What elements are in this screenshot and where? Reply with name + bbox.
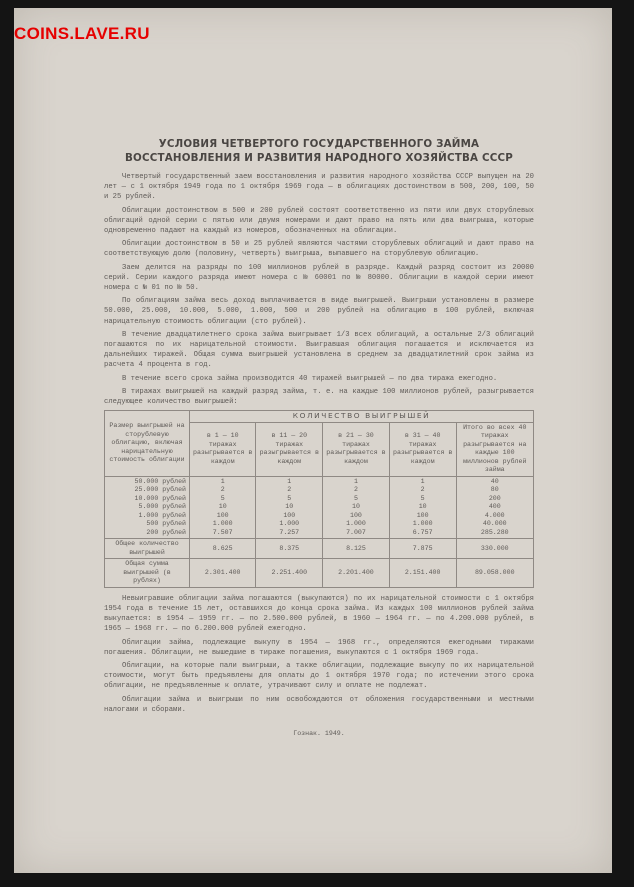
table-row-total-sum: [105, 559, 534, 588]
title-line-2: ВОССТАНОВЛЕНИЯ И РАЗВИТИЯ НАРОДНОГО ХОЗЯЙСТВА СССР: [125, 151, 513, 164]
paragraph: Облигации займа, подлежащие выкупу в 1954 — 1968 гг., определяются ежегодными тиражами погашения. Облигации, не вышедшие в тираже погашения, выкупаются с 1 октября 1969 года.: [104, 638, 534, 657]
table-cell: 7.875: [389, 539, 456, 559]
table-row: [105, 476, 534, 539]
table-cell: 8.625: [190, 539, 256, 559]
total-sum-label: Общая сумма выигрышей (в рублях): [105, 559, 190, 588]
total-count-label: Общее количество выигрышей: [105, 539, 190, 559]
table-cell: 2.301.400: [190, 559, 256, 588]
paragraph: В тиражах выигрышей на каждый разряд займа, т. е. на каждые 100 миллионов рублей, разыгрывается следующее количество выигрышей:: [104, 387, 534, 407]
paragraph: Облигации, на которые пали выигрыши, а также облигации, подлежащие выкупу по их нарицательной стоимости, могут быть предъявлены для оплаты до 1 октября 1970 года; по истечении этого срока облигации, не предъявленные к оплате, утрачивают силу и оплате не подлежат.: [104, 661, 534, 691]
document-body: [104, 138, 534, 739]
paragraph: Облигации займа и выигрыши по ним освобождаются от обложения государственными и местными налогами и сборами.: [104, 695, 534, 714]
paragraph: В течение всего срока займа производится 40 тиражей выигрышей — по два тиража ежегодно.: [122, 374, 498, 383]
table-cell: 1 2 5 10 100 1.000 7.257: [256, 476, 323, 539]
prize-table: [104, 410, 534, 588]
column-group-header: КОЛИЧЕСТВО ВЫИГРЫШЕЙ: [190, 411, 534, 423]
paragraph: В течение двадцатилетнего срока займа выигрывает 1/3 всех облигаций, а остальные 2/3 облигаций погашаются по их нарицательной стоимости. Выигравшая облигация погашается и исключается из дальнейших тиражей. Общая сумма выигрышей установлена в среднем за двадцатилетний срок займа из расчета 4 процента в год.: [104, 330, 534, 370]
table-row-total-count: [105, 539, 534, 559]
column-header-draws-1-10: в 1 — 10 тиражах разыгрывается в каждом: [190, 422, 256, 476]
paragraph: По облигациям займа весь доход выплачивается в виде выигрышей. Выигрыши установлены в размере 50.000, 25.000, 10.000, 5.000, 1.000, 500 и 200 рублей на облигацию в 100 рублей, включая нарицательную стоимость облигации (сто рублей).: [104, 297, 534, 326]
prize-amounts-cell: 50.000 рублей 25.000 рублей 10.000 рублей 5.000 рублей 1.000 рублей 500 рублей 200 рублей: [105, 476, 190, 539]
site-watermark: COINS.LAVE.RU: [14, 24, 150, 43]
paragraph: Облигации достоинством в 50 и 25 рублей являются частями сторублевых облигаций и дают право на соответствующую долю (половину, четверть) выигрыша, выпавшего на сторублевую облигацию.: [104, 240, 534, 259]
table-cell: 2.201.400: [323, 559, 390, 588]
table-cell: 1 2 5 10 100 1.000 7.007: [323, 476, 390, 539]
paragraph: Невыигравшие облигации займа погашаются (выкупаются) по их нарицательной стоимости с 1 октября 1954 года в течение 15 лет, оставшихся до конца срока займа. Из каждых 100 миллионов рублей займа выкупается: в 1954 — 1959 гг. — по 2.500.000 рублей, в 1960 — 1964 гг. — по 4.200.000 рублей, в 1965 — 1968 гг. — по 6.200.000 рублей ежегодно.: [104, 594, 534, 634]
column-header-prize-size: Размер выигрышей на сторублевую облигацию, включая нарицательную стоимость облигации: [105, 411, 190, 477]
table-cell: 89.058.000: [456, 559, 533, 588]
column-header-draws-11-20: в 11 — 20 тиражах разыгрывается в каждом: [256, 422, 323, 476]
table-header-row: [105, 411, 534, 423]
title-line-1: УСЛОВИЯ ЧЕТВЕРТОГО ГОСУДАРСТВЕННОГО ЗАЙМА: [158, 138, 480, 150]
table-cell: 8.375: [256, 539, 323, 559]
table-cell: 1 2 5 10 100 1.000 7.507: [190, 476, 256, 539]
table-cell: 1 2 5 10 100 1.000 6.757: [389, 476, 456, 539]
column-header-draws-31-40: в 31 — 40 тиражах разыгрывается в каждом: [389, 422, 456, 476]
column-header-total: Итого во всех 40 тиражах разыгрывается на каждые 100 миллионов рублей займа: [456, 422, 533, 476]
document-title: [104, 138, 534, 165]
paragraph: Заем делится на разряды по 100 миллионов рублей в разряде. Каждый разряд состоит из 20000 серий. Серии каждого разряда имеют номера с № 60001 по № 80000. Облигации в каждой серии имеют номера с № 01 по № 50.: [104, 263, 534, 293]
table-cell: 2.251.400: [256, 559, 323, 588]
table-cell: 330.000: [456, 539, 533, 559]
table-cell: 2.151.400: [389, 559, 456, 588]
printer-imprint: Гознак. 1949.: [293, 730, 345, 737]
table-cell: 40 80 200 400 4.000 40.000 285.280: [456, 476, 533, 539]
column-header-draws-21-30: в 21 — 30 тиражах разыгрывается в каждом: [323, 422, 390, 476]
paragraph: Четвертый государственный заем восстановления и развития народного хозяйства СССР выпущен на 20 лет — с 1 октября 1949 года по 1 октября 1969 года — в облигациях достоинством в 500, 200, 100, 50 и 25 рублей.: [104, 173, 534, 202]
bond-reverse-sheet: [14, 8, 612, 873]
paragraph: Облигации достоинством в 500 и 200 рублей состоят соответственно из пяти или двух сторублевых облигаций одной серии с пятью или двумя номерами и дают право на пять или два выигрыша, которые одновременно падают на каждый из номеров, обозначенных на облигации.: [104, 206, 534, 236]
table-cell: 8.125: [323, 539, 390, 559]
